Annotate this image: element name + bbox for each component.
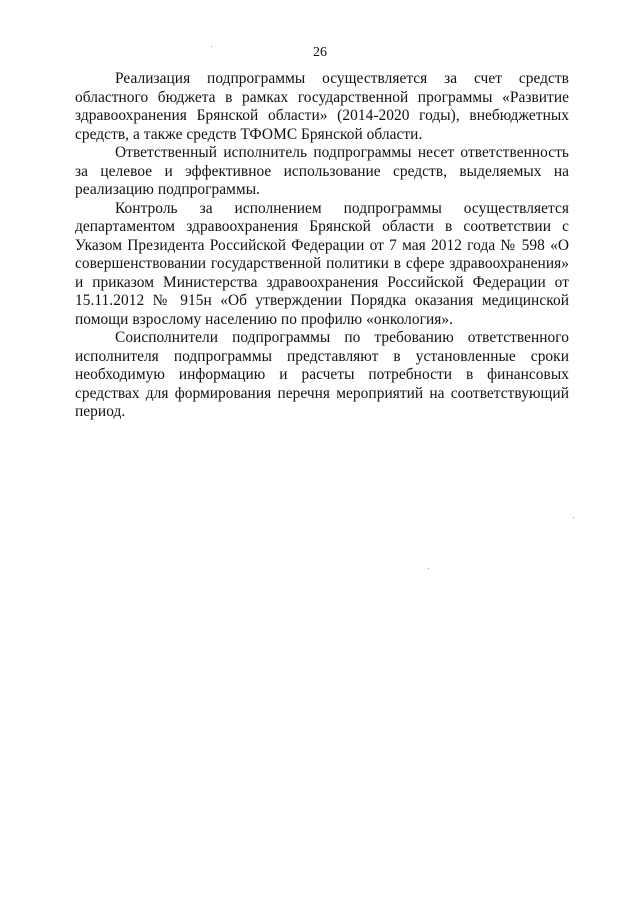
- paragraph-co-executors: Соисполнители подпрограммы по требованию ответственного исполнителя подпрограммы представляют в установленные сроки необходимую информацию и расчеты потребности в финансовых средствах для формирования перечня мероприятий на соответствующий период.: [75, 329, 569, 420]
- document-body: [75, 70, 569, 422]
- scan-speck: [211, 46, 212, 47]
- scan-speck: [428, 568, 429, 569]
- paragraph-funding: Реализация подпрограммы осуществляется за счет средств областного бюджета в рамках государственной программы «Развитие здравоохранения Брянской области» (2014-2020 годы), внебюджетных средств, а также средств ТФОМС Брянской области.: [75, 70, 569, 143]
- page-number: 26: [313, 45, 327, 60]
- paragraph-responsibility: Ответственный исполнитель подпрограммы несет ответственность за целевое и эффективное использование средств, выделяемых на реализацию подпрограммы.: [75, 144, 569, 198]
- scan-speck: [573, 517, 574, 518]
- paragraph-control: Контроль за исполнением подпрограммы осуществляется департаментом здравоохранения Брянской области в соответствии с Указом Президента Российской Федерации от 7 мая 2012 года № 598 «О совершенствовании государственной политики в сфере здравоохранения» и приказом Министерства здравоохранения Российской Федерации от 15.11.2012 № 915н «Об утверждении Порядка оказания медицинской помощи взрослому населению по профилю «онкология».: [75, 199, 569, 328]
